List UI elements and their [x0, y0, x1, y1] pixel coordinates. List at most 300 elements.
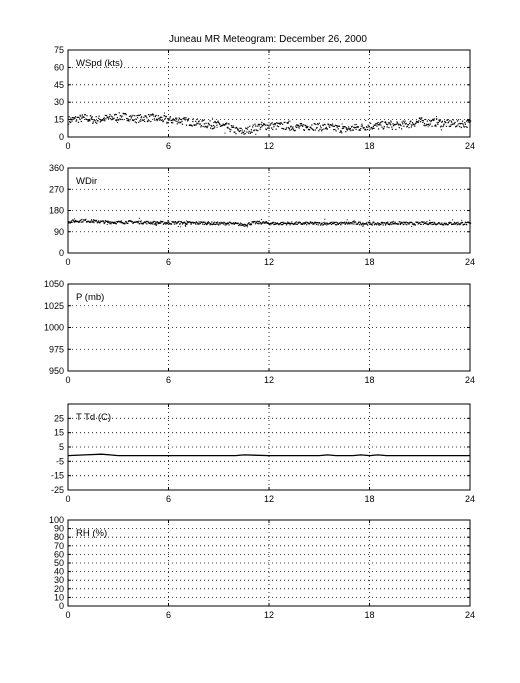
panel-0-data-point — [390, 120, 391, 121]
panel-1-data-point — [331, 224, 332, 225]
panel-0-data-point — [75, 116, 76, 117]
panel-1-data-point — [360, 223, 361, 224]
panel-0-data-point — [309, 129, 310, 130]
panel-0-data-point — [396, 124, 397, 125]
panel-0-data-point — [422, 120, 423, 121]
panel-0-data-point — [356, 124, 357, 125]
panel-0-data-point — [119, 112, 120, 113]
panel-0-data-point — [327, 128, 328, 129]
panel-0-data-point — [428, 124, 429, 125]
panel-0-data-point — [454, 122, 455, 123]
panel-1-data-point — [377, 222, 378, 223]
panel-0-data-point — [121, 115, 122, 116]
panel-1-data-point — [318, 224, 319, 225]
panel-0-data-point — [419, 117, 420, 118]
panel-0-xtick-label: 18 — [364, 141, 375, 151]
panel-1-data-point — [153, 222, 154, 223]
panel-0-data-point — [150, 114, 151, 115]
panel-0-data-point — [180, 122, 181, 123]
panel-0-data-point — [285, 129, 286, 130]
panel-0-data-point — [196, 123, 197, 124]
panel-0-data-point — [250, 131, 251, 132]
panel-0-data-point — [202, 119, 203, 120]
panel-0-data-point — [214, 126, 215, 127]
panel-1-data-point — [335, 224, 336, 225]
panel-0-data-point — [254, 124, 255, 125]
panel-0-data-point — [210, 128, 211, 129]
panel-0-data-point — [422, 122, 423, 123]
panel-0-data-point — [323, 125, 324, 126]
panel-1-data-point — [360, 222, 361, 223]
panel-0-data-point — [410, 121, 411, 122]
panel-0-data-point — [179, 117, 180, 118]
panel-0-data-point — [412, 122, 413, 123]
panel-0-data-point — [465, 126, 466, 127]
panel-1-data-point — [464, 224, 465, 225]
panel-1-data-point — [168, 221, 169, 222]
panel-0-data-point — [174, 120, 175, 121]
panel-1-data-point — [93, 219, 94, 220]
panel-0-data-point — [350, 130, 351, 131]
panel-1-data-point — [249, 222, 250, 223]
panel-1-data-point — [204, 224, 205, 225]
panel-1-data-point — [465, 222, 466, 223]
panel-1-data-point — [291, 223, 292, 224]
panel-0-data-point — [411, 124, 412, 125]
panel-3-xtick-label: 0 — [65, 494, 71, 504]
panel-0-data-point — [245, 133, 246, 134]
panel-1-data-point — [71, 220, 72, 221]
panel-0-data-point — [377, 124, 378, 125]
panel-0-data-point — [149, 120, 150, 121]
panel-1-data-point — [107, 224, 108, 225]
panel-4-ytick-label: 50 — [53, 558, 64, 568]
panel-0-data-point — [219, 124, 220, 125]
panel-0-data-point — [78, 117, 79, 118]
panel-0-data-point — [322, 129, 323, 130]
panel-0-data-point — [138, 115, 139, 116]
panel-0-data-point — [427, 120, 428, 121]
panel-0-data-point — [342, 123, 343, 124]
panel-0-data-point — [90, 118, 91, 119]
panel-0-data-point — [342, 126, 343, 127]
panel-1-data-point — [289, 223, 290, 224]
panel-0-data-point — [361, 126, 362, 127]
panel-1-data-point — [323, 224, 324, 225]
panel-0-data-point — [355, 127, 356, 128]
panel-0-data-point — [153, 114, 154, 115]
panel-0-data-point — [381, 121, 382, 122]
panel-0-data-point — [436, 116, 437, 117]
panel-0-data-point — [100, 121, 101, 122]
panel-0-data-point — [458, 119, 459, 120]
panel-1-data-point — [174, 223, 175, 224]
panel-0-data-point — [304, 130, 305, 131]
panel-0-data-point — [293, 129, 294, 130]
panel-1-data-point — [138, 222, 139, 223]
panel-1-data-point — [393, 221, 394, 222]
panel-0-data-point — [260, 129, 261, 130]
panel-0-data-point — [298, 125, 299, 126]
panel-0-data-point — [385, 121, 386, 122]
panel-0-data-point — [235, 127, 236, 128]
panel-1-data-point — [367, 224, 368, 225]
panel-1-data-point — [108, 221, 109, 222]
panel-0-data-point — [436, 118, 437, 119]
panel-1-data-point — [339, 222, 340, 223]
panel-1-data-point — [426, 221, 427, 222]
panel-1-data-point — [190, 222, 191, 223]
panel-1-data-point — [385, 223, 386, 224]
panel-0-data-point — [216, 125, 217, 126]
panel-1-data-point — [456, 223, 457, 224]
panel-0-data-point — [459, 126, 460, 127]
panel-0-data-point — [258, 125, 259, 126]
panel-4-ytick-label: 10 — [53, 592, 64, 603]
panel-1-data-point — [265, 222, 266, 223]
panel-1-data-point — [225, 223, 226, 224]
panel-0-data-point — [249, 126, 250, 127]
panel-1-data-point — [181, 222, 182, 223]
panel-1-data-point — [209, 224, 210, 225]
panel-1-data-point — [139, 218, 140, 219]
panel-0-data-point — [240, 130, 241, 131]
panel-0-data-point — [457, 124, 458, 125]
panel-0-data-point — [326, 127, 327, 128]
panel-1-data-point — [162, 221, 163, 222]
panel-0-data-point — [111, 119, 112, 120]
panel-1-data-point — [186, 220, 187, 221]
panel-0-data-point — [402, 123, 403, 124]
panel-0-data-point — [80, 116, 81, 117]
panel-1-data-point — [389, 224, 390, 225]
panel-1-data-point — [259, 221, 260, 222]
panel-0-data-point — [306, 126, 307, 127]
panel-0-data-point — [186, 119, 187, 120]
panel-0-data-point — [369, 126, 370, 127]
panel-0-data-point — [345, 126, 346, 127]
panel-0-data-point — [311, 124, 312, 125]
panel-1-data-point — [228, 223, 229, 224]
panel-0-data-point — [181, 119, 182, 120]
panel-0-data-point — [372, 128, 373, 129]
panel-0-data-point — [125, 113, 126, 114]
panel-0-data-point — [241, 133, 242, 134]
panel-1-data-point — [195, 223, 196, 224]
panel-0-data-point — [200, 126, 201, 127]
panel-0-data-point — [203, 126, 204, 127]
panel-0-data-point — [264, 124, 265, 125]
panel-0-data-point — [278, 126, 279, 127]
panel-1-data-point — [98, 220, 99, 221]
panel-1-data-point — [366, 222, 367, 223]
panel-0-data-point — [188, 119, 189, 120]
panel-0-data-point — [429, 125, 430, 126]
panel-0-data-point — [338, 128, 339, 129]
panel-0-data-point — [337, 127, 338, 128]
panel-0-data-point — [214, 121, 215, 122]
panel-1-data-point — [82, 221, 83, 222]
panel-1-data-point — [447, 224, 448, 225]
panel-1-data-point — [392, 221, 393, 222]
panel-0-data-point — [295, 126, 296, 127]
panel-1-data-point — [241, 225, 242, 226]
panel-0-data-point — [71, 120, 72, 121]
panel-0-data-point — [139, 115, 140, 116]
panel-0-data-point — [86, 115, 87, 116]
panel-1-data-point — [212, 224, 213, 225]
panel-1-data-point — [109, 223, 110, 224]
panel-0-data-point — [345, 131, 346, 132]
panel-0-data-point — [131, 116, 132, 117]
panel-0-data-point — [135, 121, 136, 122]
panel-1-data-point — [138, 221, 139, 222]
panel-1-data-point — [372, 224, 373, 225]
panel-0-data-point — [356, 129, 357, 130]
panel-0-data-point — [261, 126, 262, 127]
panel-0-data-point — [164, 115, 165, 116]
panel-0-data-point — [439, 119, 440, 120]
panel-0-data-point — [109, 116, 110, 117]
panel-1-data-point — [404, 223, 405, 224]
panel-0-data-point — [348, 128, 349, 129]
panel-1-data-point — [415, 224, 416, 225]
panel-0-data-point — [121, 116, 122, 117]
panel-0-data-point — [136, 122, 137, 123]
panel-1-data-point — [258, 221, 259, 222]
panel-0-data-point — [162, 119, 163, 120]
panel-1-data-point — [156, 224, 157, 225]
panel-1-data-point — [403, 224, 404, 225]
panel-1-data-point — [338, 224, 339, 225]
panel-0-data-point — [158, 118, 159, 119]
panel-0-data-point — [430, 121, 431, 122]
panel-1-data-point — [104, 222, 105, 223]
panel-1-data-point — [300, 222, 301, 223]
panel-1-data-point — [272, 223, 273, 224]
panel-0-data-point — [86, 119, 87, 120]
panel-0-data-point — [265, 125, 266, 126]
panel-0-data-point — [433, 119, 434, 120]
panel-0-data-point — [110, 118, 111, 119]
panel-1-xtick-label: 24 — [464, 257, 476, 267]
panel-1-data-point — [224, 222, 225, 223]
panel-4-ytick-label: 60 — [53, 549, 64, 560]
panel-0-data-point — [137, 117, 138, 118]
panel-0-data-point — [465, 124, 466, 125]
panel-1-data-point — [401, 222, 402, 223]
panel-1-data-point — [217, 222, 218, 223]
panel-1-data-point — [90, 221, 91, 222]
panel-0-data-point — [442, 126, 443, 127]
panel-0-data-point — [302, 126, 303, 127]
panel-1-data-point — [316, 224, 317, 225]
panel-1-data-point — [207, 222, 208, 223]
panel-0-data-point — [154, 120, 155, 121]
panel-1-data-point — [200, 223, 201, 224]
panel-1-data-point — [317, 222, 318, 223]
panel-1-data-point — [157, 222, 158, 223]
panel-0-data-point — [404, 121, 405, 122]
panel-0-data-point — [120, 115, 121, 116]
panel-0-data-point — [395, 124, 396, 125]
panel-0-data-point — [376, 123, 377, 124]
panel-1-data-point — [349, 223, 350, 224]
panel-1-data-point — [274, 224, 275, 225]
panel-1-xtick-label: 6 — [165, 257, 172, 267]
panel-1-data-point — [449, 223, 450, 224]
panel-0-data-point — [116, 120, 117, 121]
panel-1-ytick-label: 360 — [48, 163, 64, 173]
panel-0-data-point — [430, 123, 431, 124]
panel-1-data-point — [470, 223, 471, 224]
panel-0-data-point — [75, 121, 76, 122]
panel-1-data-point — [432, 222, 433, 223]
panel-0-data-point — [230, 131, 231, 132]
panel-0-data-point — [375, 125, 376, 126]
panel-0-data-point — [373, 126, 374, 127]
panel-1-data-point — [287, 222, 288, 223]
panel-1-data-point — [384, 222, 385, 223]
panel-1-data-point — [124, 224, 125, 225]
panel-1-data-point — [450, 222, 451, 223]
panel-1-data-point — [281, 224, 282, 225]
panel-0-data-point — [209, 120, 210, 121]
panel-1-data-point — [408, 223, 409, 224]
panel-1-data-point — [430, 223, 431, 224]
panel-1-data-point — [238, 223, 239, 224]
panel-0-data-point — [79, 118, 80, 119]
panel-1-data-point — [441, 224, 442, 225]
panel-0-data-point — [383, 128, 384, 129]
panel-1-data-point — [243, 224, 244, 225]
panel-0-data-point — [276, 128, 277, 129]
panel-1-data-point — [153, 221, 154, 222]
panel-0-data-point — [333, 126, 334, 127]
panel-0-data-point — [333, 129, 334, 130]
panel-0-data-point — [401, 128, 402, 129]
panel-0-data-point — [99, 119, 100, 120]
panel-1-data-point — [309, 223, 310, 224]
panel-1-data-point — [312, 222, 313, 223]
panel-1-data-point — [331, 222, 332, 223]
panel-0-data-point — [171, 122, 172, 123]
panel-1-data-point — [73, 221, 74, 222]
panel-0-data-point — [218, 121, 219, 122]
panel-0-data-point — [197, 123, 198, 124]
panel-2-label: P (mb) — [76, 292, 105, 303]
panel-0-data-point — [288, 121, 289, 122]
panel-0-data-point — [273, 126, 274, 127]
panel-1-data-point — [406, 222, 407, 223]
panel-0-xtick-label: 12 — [263, 141, 275, 151]
panel-0-data-point — [255, 125, 256, 126]
panel-0-data-point — [284, 122, 285, 123]
panel-1-data-point — [103, 221, 104, 222]
panel-1-data-point — [254, 221, 255, 222]
panel-1-data-point — [244, 224, 245, 225]
panel-0-data-point — [170, 116, 171, 117]
panel-1-data-point — [226, 224, 227, 225]
panel-0-data-point — [73, 119, 74, 120]
panel-0-data-point — [182, 124, 183, 125]
panel-0-data-point — [140, 114, 141, 115]
panel-0-data-point — [449, 126, 450, 127]
panel-0-data-point — [431, 120, 432, 121]
panel-4-ytick-label: 40 — [53, 566, 64, 577]
panel-0-data-point — [177, 121, 178, 122]
panel-1-data-point — [304, 223, 305, 224]
panel-0-data-point — [399, 127, 400, 128]
panel-0-data-point — [457, 120, 458, 121]
panel-0-data-point — [213, 125, 214, 126]
panel-0-data-point — [336, 125, 337, 126]
panel-1-data-point — [334, 222, 335, 223]
panel-0-data-point — [368, 125, 369, 126]
panel-1-data-point — [463, 224, 464, 225]
panel-1-data-point — [324, 219, 325, 220]
panel-0-data-point — [373, 128, 374, 129]
panel-0-data-point — [337, 125, 338, 126]
panel-1-data-point — [306, 222, 307, 223]
panel-1-data-point — [379, 225, 380, 226]
panel-1-data-point — [154, 224, 155, 225]
panel-0-data-point — [267, 128, 268, 129]
panel-0-data-point — [320, 127, 321, 128]
panel-0-data-point — [380, 124, 381, 125]
panel-1-data-point — [282, 224, 283, 225]
panel-1-data-point — [280, 222, 281, 223]
panel-1-data-point — [85, 220, 86, 221]
panel-1-data-point — [91, 219, 92, 220]
panel-0-data-point — [193, 118, 194, 119]
panel-1-data-point — [411, 226, 412, 227]
panel-1-data-point — [353, 223, 354, 224]
panel-0-data-point — [173, 118, 174, 119]
panel-0-data-point — [92, 123, 93, 124]
panel-2-xtick-label: 24 — [464, 375, 476, 385]
panel-0-data-point — [155, 116, 156, 117]
panel-0-data-point — [98, 116, 99, 117]
panel-0-data-point — [395, 129, 396, 130]
panel-0-data-point — [380, 122, 381, 123]
panel-2-ytick-label: 975 — [48, 344, 64, 355]
panel-0-data-point — [105, 115, 106, 116]
panel-0-data-point — [176, 118, 177, 119]
panel-1-data-point — [68, 221, 69, 222]
panel-0-data-point — [461, 123, 462, 124]
panel-0-data-point — [423, 125, 424, 126]
panel-0-data-point — [235, 133, 236, 134]
panel-1-data-point — [453, 223, 454, 224]
panel-0-data-point — [341, 131, 342, 132]
panel-0-data-point — [217, 127, 218, 128]
panel-1-data-point — [330, 222, 331, 223]
panel-1-data-point — [241, 223, 242, 224]
panel-0-data-point — [254, 130, 255, 131]
panel-0-data-point — [437, 122, 438, 123]
panel-0-data-point — [331, 125, 332, 126]
panel-0-data-point — [117, 117, 118, 118]
panel-0-data-point — [119, 118, 120, 119]
panel-1-data-point — [261, 219, 262, 220]
panel-1-data-point — [296, 221, 297, 222]
panel-1-data-point — [269, 224, 270, 225]
panel-0-data-point — [104, 119, 105, 120]
panel-0-data-point — [164, 113, 165, 114]
panel-0-data-point — [277, 123, 278, 124]
panel-1-data-point — [425, 222, 426, 223]
